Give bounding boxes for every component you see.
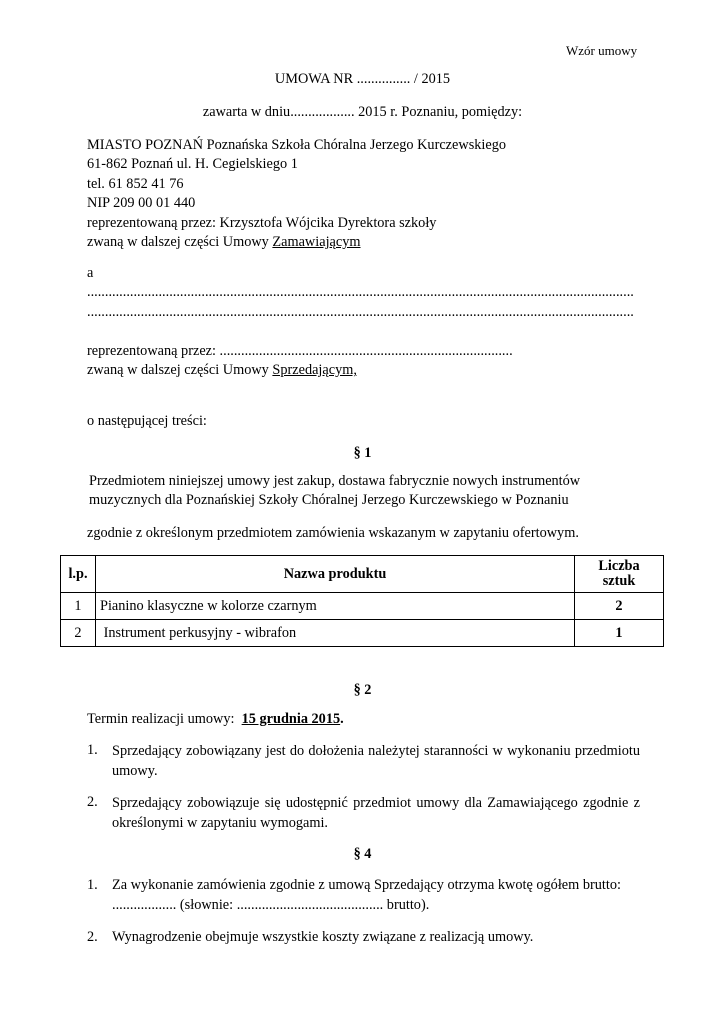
table-row [61,593,664,620]
deadline-label: Termin realizacji umowy: [87,711,242,727]
s2-item-1-text: Sprzedający zobowiązany jest do dołożenia należytej staranności w wykonaniu przedmiotu umowy. [112,743,640,779]
header-product-name: Nazwa produktu [96,556,575,593]
row-product-name: Pianino klasyczne w kolorze czarnym [96,593,575,620]
s4-item-1-line1: Za wykonanie zamówienia zgodnie z umową Sprzedający otrzyma kwotę ogółem brutto: [112,877,621,893]
row-product-name: Instrument perkusyjny - wibrafon [96,620,575,647]
buyer-nip: NIP 209 00 01 440 [87,195,196,211]
section-2-heading: § 2 [353,682,372,698]
header-lp: l.p. [61,556,96,593]
and-word: a [87,265,94,281]
s2-item-1-number: 1. [87,742,98,758]
subject-line-2: muzycznych dla Poznańskiej Szkoły Chóralnej Jerzego Kurczewskiego w Poznaniu [89,492,569,508]
seller-representative: reprezentowaną przez: .................................................................................. [87,343,513,359]
contract-number: UMOWA NR ............... / 2015 [274,71,451,87]
deadline-end: . [340,711,344,727]
s4-item-1-number: 1. [87,877,98,893]
s2-item-2-number: 2. [87,794,98,810]
intro-text: o następującej treści: [87,413,207,429]
section-4-heading: § 4 [353,846,372,862]
buyer-address: 61-862 Poznań ul. H. Cegielskiego 1 [87,156,298,172]
table-row [61,620,664,647]
buyer-role: Zamawiającym [272,234,361,250]
table-header-row [61,556,664,593]
row-lp: 1 [61,593,96,620]
row-lp: 2 [61,620,96,647]
template-label: Wzór umowy [566,43,638,58]
s2-item-2-text: Sprzedający zobowiązuje się udostępnić przedmiot umowy dla Zamawiającego zgodnie z określonymi w zapytaniu wymogami. [112,795,640,831]
section-1-heading: § 1 [353,445,372,461]
s4-item-1-line2: .................. (słownie: ......................................... brutto). [112,897,430,913]
s4-item-2-number: 2. [87,929,98,945]
header-quantity-line1: Liczba [598,558,640,574]
buyer-phone: tel. 61 852 41 76 [87,176,184,192]
seller-role-line [87,362,357,379]
row-quantity: 1 [575,620,664,647]
row-quantity: 2 [575,593,664,620]
deadline-value: 15 grudnia 2015 [241,711,341,727]
concluded-line: zawarta w dniu.................. 2015 r. Poznaniu, pomiędzy: [202,104,523,120]
buyer-role-line [87,234,361,251]
seller-role: Sprzedającym, [272,362,357,378]
buyer-representative: reprezentowaną przez: Krzysztofa Wójcika Dyrektora szkoły [87,215,437,231]
buyer-name: MIASTO POZNAŃ Poznańska Szkoła Chóralna Jerzego Kurczewskiego [87,137,507,153]
products-table [60,555,664,647]
header-quantity [575,556,664,593]
s4-item-2-line1: Wynagrodzenie obejmuje wszystkie koszty związane z realizacją umowy. [112,929,534,945]
header-quantity-line2: sztuk [602,573,636,589]
according-line: zgodnie z określonym przedmiotem zamówienia wskazanym w zapytaniu ofertowym. [87,525,579,541]
seller-dots-1: ......................................................................................................................................................... [87,284,634,300]
deadline-line [87,711,344,728]
seller-dots-2: ......................................................................................................................................................... [87,304,634,320]
buyer-role-prefix: zwaną w dalszej części Umowy [87,234,273,250]
subject-line-1: Przedmiotem niniejszej umowy jest zakup, dostawa fabrycznie nowych instrumentów [89,473,581,489]
seller-role-prefix: zwaną w dalszej części Umowy [87,362,273,378]
